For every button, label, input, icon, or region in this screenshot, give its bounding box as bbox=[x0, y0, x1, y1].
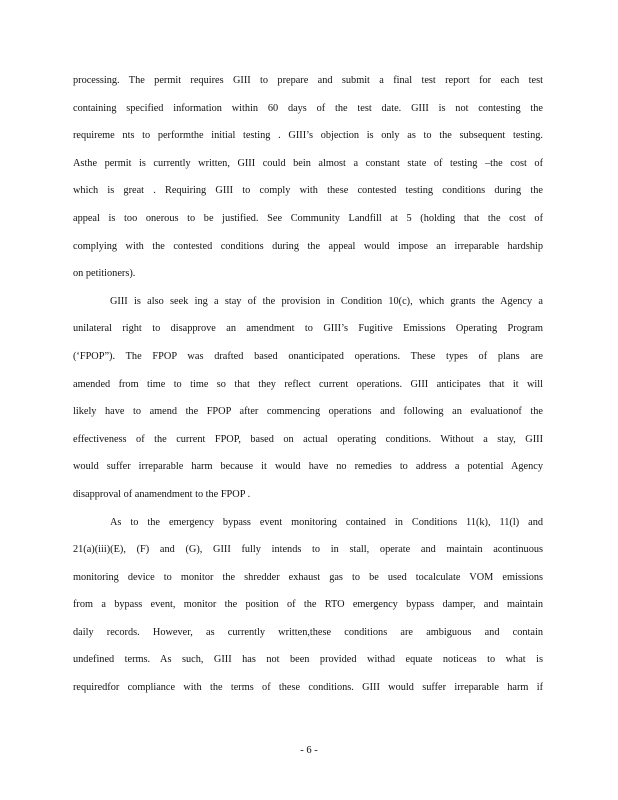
text-line: amended from time to time so that they reflect current operations. GIII anticipates that it will bbox=[73, 378, 543, 390]
text-line: appeal is too onerous to be justified. See Community Landfill at 5 (holding that the cost of bbox=[73, 212, 543, 224]
body-text bbox=[73, 67, 543, 702]
text-line: (‘FPOP”). The FPOP was drafted based onanticipated operations. These types of plans are bbox=[73, 350, 543, 362]
text-line: Asthe permit is currently written, GIII could bein almost a constant state of testing –the cost of bbox=[73, 157, 543, 169]
text-line: likely have to amend the FPOP after commencing operations and following an evaluationof the bbox=[73, 406, 543, 418]
page-number: - 6 - bbox=[300, 745, 318, 756]
text-line: effectiveness of the current FPOP, based on actual operating conditions. Without a stay, GIII bbox=[73, 433, 543, 445]
text-line: disapproval of anamendment to the FPOP . bbox=[73, 488, 251, 500]
text-line: complying with the contested conditions during the appeal would impose an irreparable hardship bbox=[73, 240, 543, 252]
text-line: 21(a)(iii)(E), (F) and (G), GIII fully intends to in stall, operate and maintain acontinuous bbox=[73, 544, 543, 556]
text-line: on petitioners). bbox=[73, 268, 136, 280]
text-line: which is great . Requiring GIII to comply with these contested testing conditions during the bbox=[73, 185, 543, 197]
text-line: from a bypass event, monitor the position of the RTO emergency bypass damper, and maintain bbox=[73, 599, 543, 611]
text-line: daily records. However, as currently written,these conditions are ambiguous and contain bbox=[73, 626, 543, 638]
text-line: As to the emergency bypass event monitoring contained in Conditions 11(k), 11(l) and bbox=[110, 516, 543, 528]
text-line: monitoring device to monitor the shredder exhaust gas to be used tocalculate VOM emissions bbox=[73, 571, 543, 583]
text-line: GIII is also seek ing a stay of the provision in Condition 10(c), which grants the Agency a bbox=[110, 295, 543, 307]
text-line: would suffer irreparable harm because it would have no remedies to address a potential Agency bbox=[73, 461, 543, 473]
text-line: processing. The permit requires GIII to prepare and submit a final test report for each test bbox=[73, 75, 543, 86]
text-line: undefined terms. As such, GIII has not been provided withad equate noticeas to what is bbox=[73, 654, 543, 666]
text-line: requiredfor compliance with the terms of these conditions. GIII would suffer irreparable harm if bbox=[73, 682, 543, 694]
text-line: unilateral right to disapprove an amendment to GIII’s Fugitive Emissions Operating Program bbox=[73, 323, 543, 335]
text-line: containing specified information within 60 days of the test date. GIII is not contesting the bbox=[73, 102, 543, 114]
text-line: requireme nts to performthe initial testing . GIII’s objection is only as to the subsequent testing. bbox=[73, 130, 543, 142]
